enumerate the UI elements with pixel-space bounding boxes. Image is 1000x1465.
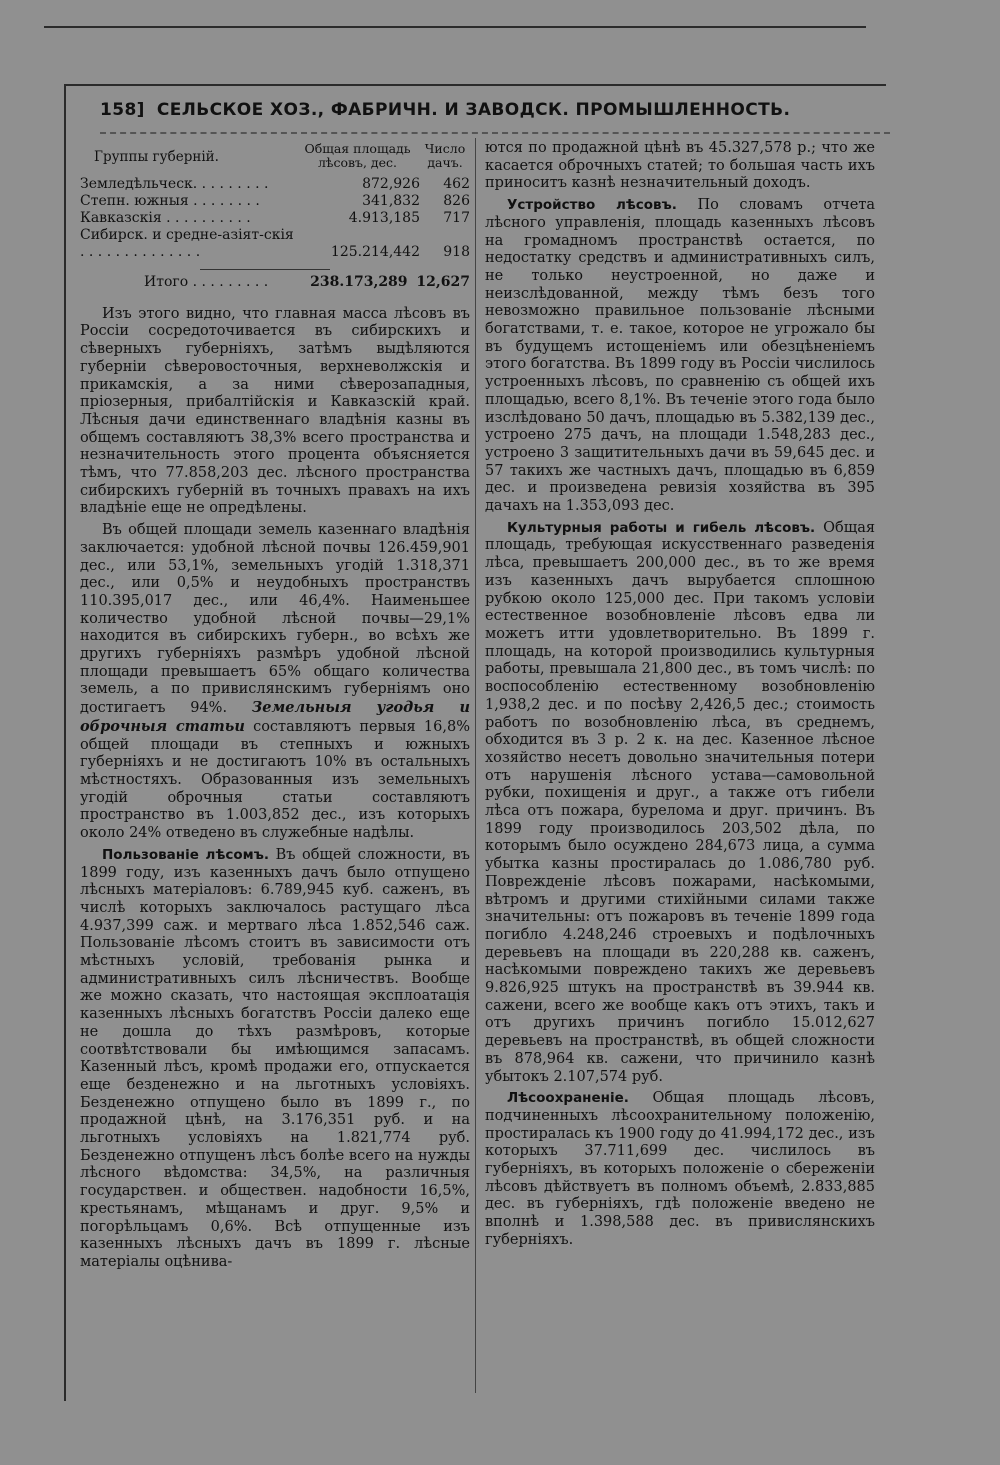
- total-count: 12,627: [416, 274, 470, 290]
- table-header-row: [80, 140, 470, 176]
- row-area: 125.214,442: [330, 244, 420, 260]
- row-count: 918: [443, 244, 470, 260]
- running-header: [100, 100, 890, 128]
- col-header-area: Общая площадь лѣсовъ, дес.: [304, 141, 411, 170]
- section-heading: Устройство лѣсовъ.: [507, 197, 677, 214]
- paragraph-forest-use: [80, 847, 470, 1272]
- page-title: СЕЛЬСКОЕ ХОЗ., ФАБРИЧН. И ЗАВОДСК. ПРОМЫШЛЕННОСТЬ.: [156, 100, 791, 120]
- row-group: Степн. южныя . . . . . . . .: [80, 193, 260, 209]
- paragraph-text: Общая площадь, требующая искусственнаго разведенія лѣса, превышаетъ 200,000 дес., въ то же время изъ казенныхъ дачъ вырубается сплошною рубкою около 125,000 дес. При такомъ условіи естественное возобновленіе лѣсовъ едва ли можетъ итти удовлетворительно. Въ 1899 г. площадь, на которой производились культурныя работы, превышала 21,800 дес., въ томъ числѣ: по воспособленію естественному возобновленію 1,938,2 дес. и по посѣву 2,426,5 дес.; стоимость работъ по возобновленію лѣса, въ среднемъ, обходится въ 3 р. 2 к. на дес. Казенное лѣсное хозяйство несетъ довольно значительныя потери отъ нарушенія лѣсного устава—самовольной рубки, похищенія и друг., а также отъ гибели лѣса отъ пожара, бурелома и друг. причинъ. Въ 1899 году производилось 203,502 дѣла, по которымъ было осуждено 284,673 лица, а сумма убытка казны простиралась до 1.086,780 руб. Поврежденіе лѣсовъ пожарами, насѣкомыми, вѣтромъ и другими стихійными силами также значительны: отъ пожаровъ въ теченіе 1899 года погибло 4.248,246 строевыхъ и подѣлочныхъ деревьевъ на площади въ 220,288 кв. саженъ, насѣкомыми повреждено такихъ же деревьевъ 9.826,925 штукъ на пространствѣ въ 39.944 кв. сажени, всего же вообще какъ отъ этихъ, такъ и отъ другихъ причинъ погибло 15.012,627 деревьевъ на пространствѣ, въ общей сложности въ 878,964 кв. сажени, что причинило казнѣ убытокъ 2.107,574 руб.: [485, 519, 875, 1085]
- forest-groups-table: [80, 140, 470, 261]
- row-count: 826: [443, 193, 470, 209]
- section-heading: Культурныя работы и гибель лѣсовъ.: [507, 519, 816, 536]
- section-heading: Пользованіе лѣсомъ.: [102, 846, 269, 863]
- row-group: Кавказскія . . . . . . . . . .: [80, 210, 251, 226]
- table-total-row: [80, 274, 470, 292]
- row-group: Земледѣльческ. . . . . . . . .: [80, 176, 269, 192]
- paragraph-continuation: ются по продажной цѣнѣ въ 45.327,578 р.; что же касается оброчныхъ статей; то большая часть ихъ приноситъ казнѣ незначительный доходъ.: [485, 140, 875, 192]
- row-group: Сибирск. и средне-азіят-скія . . . . . . . . . . . . . .: [80, 227, 294, 260]
- paragraph-text: По словамъ отчета лѣсного управленія, площадь казенныхъ лѣсовъ на громадномъ пространствѣ остается, по недостатку средствъ и административныхъ силъ, не только неустроенной, но даже и неизслѣдованной, между тѣмъ безъ того невозможно правильное пользованіе лѣсными богатствами, т. е. такое, которое не угрожало бы въ будущемъ истощеніемъ или обезцѣненіемъ этого богатства. Въ 1899 году въ Россіи числилось устроенныхъ лѣсовъ, по сравненію съ общей ихъ площадью, всего 8,1%. Въ теченіе этого года было изслѣдовано 50 дачъ, площадью въ 5.382,139 дес., устроено 275 дачъ, на площади 1.548,283 дес., устроено 3 защитительныхъ дачи въ 59,645 дес. и 57 такихъ же частныхъ дачъ, площадью въ 6,859 дес. и произведена ревизія хозяйства въ 395 дачахъ на 1.353,093 дес.: [485, 197, 875, 515]
- paragraph-land-composition: [80, 522, 470, 843]
- paragraph-text: Въ общей сложности, въ 1899 году, изъ казенныхъ дачъ было отпущено лѣсныхъ матеріаловъ: 6.789,945 куб. саженъ, въ числѣ которыхъ заключалось растущаго лѣса 4.937,399 саж. и мертваго лѣса 1.852,546 саж. Пользованіе лѣсомъ стоитъ въ зависимости отъ мѣстныхъ условій, требованія рынка и административныхъ силъ лѣсничествъ. Вообще же можно сказать, что настоящая эксплоатація казенныхъ лѣсныхъ богатствъ Россіи далеко еще не дошла до тѣхъ размѣровъ, которые соотвѣтствовали бы имѣющимся запасамъ. Казенный лѣсъ, кромѣ продажи его, отпускается еще безденежно и на льготныхъ условіяхъ. Безденежно отпущено было въ 1899 г., по продажной цѣнѣ, на 3.176,351 руб. и на льготныхъ условіяхъ на 1.821,774 руб. Безденежно отпущенъ лѣсъ болѣе всего на нужды лѣсного вѣдомства: 34,5%, на различныя государствен. и обществен. надобности 16,5%, крестьянамъ, мѣщанамъ и друг. 9,5% и погорѣльцамъ 0,6%. Всѣ отпущенные изъ казенныхъ лѣсныхъ дачъ въ 1899 г. лѣсные матеріалы оцѣнива-: [80, 846, 470, 1270]
- total-label: Итого . . . . . . . . .: [144, 274, 269, 290]
- paragraph-forest-distribution: Изъ этого видно, что главная масса лѣсовъ въ Россіи сосредоточивается въ сибирскихъ и сѣверныхъ губерніяхъ, затѣмъ выдѣляются губерніи сѣверовосточныя, верхневолжскія и прикамскія, а за ними сѣверозападныя, пріозерныя, прибалтійскія и Кавказскій край. Лѣсныя дачи единственнаго владѣнія казны въ общемъ составляютъ 38,3% всего пространства и незначительность этого процента объясняется тѣмъ, что 77.858,203 дес. лѣсного пространства сибирскихъ губерній въ точныхъ правахъ на ихъ владѣніе еще не опредѣлены.: [80, 305, 470, 517]
- top-rule: [44, 26, 866, 28]
- paragraph-forest-management: [485, 197, 875, 516]
- page-number: 158]: [100, 100, 145, 120]
- paragraph-forest-protection: [485, 1090, 875, 1249]
- paragraph-cultivation: [485, 520, 875, 1087]
- right-column: [485, 140, 875, 1250]
- col-header-groups: Группы губерній.: [94, 149, 219, 165]
- paragraph-text: составляютъ первыя 16,8% общей площади въ степныхъ и южныхъ губерніяхъ и не достигаютъ 10% въ остальныхъ мѣстностяхъ. Образованныя изъ земельныхъ угодій оброчныя статьи составляютъ пространство въ 1.003,852 дес., изъ которыхъ около 24% отведено въ служебные надѣлы.: [80, 718, 470, 842]
- header-rule: [100, 132, 890, 134]
- row-count: 717: [443, 210, 470, 226]
- col-header-count: Число дачъ.: [424, 141, 466, 170]
- total-area: 238.173,289: [310, 274, 408, 290]
- paragraph-text: Общая площадь лѣсовъ, подчиненныхъ лѣсоохранительному положенію, простиралась къ 1900 году до 41.994,172 дес., изъ которыхъ 37.711,699 дес. числилось въ губерніяхъ, въ которыхъ положеніе о сбереженіи лѣсовъ дѣйствуетъ въ полномъ объемѣ, 2.833,885 дес. въ губерніяхъ, гдѣ положеніе введено не вполнѣ и 1.398,588 дес. въ привислянскихъ губерніяхъ.: [485, 1090, 876, 1248]
- table-row: [80, 176, 470, 193]
- row-area: 4.913,185: [348, 210, 420, 226]
- row-area: 341,832: [362, 193, 420, 209]
- row-area: 872,926: [362, 176, 420, 192]
- table-row: [80, 210, 470, 227]
- left-column: [80, 140, 470, 1272]
- table-row: [80, 227, 470, 261]
- row-count: 462: [443, 176, 470, 192]
- paragraph-text: Въ общей площади земель казеннаго владѣнія заключается: удобной лѣсной почвы 126.459,901 дес., или 53,1%, земельныхъ угодій 1.318,371 дес., или 0,5% и неудобныхъ пространствъ 110.395,017 дес., или 46,4%. Наименьшее количество удобной лѣсной почвы—29,1% находится въ сибирскихъ губерн., во всѣхъ же другихъ губерніяхъ размѣръ удобной лѣсной площади превышаетъ 65% общаго количества земель, а по привислянскимъ губерніямъ оно достигаетъ 94%.: [80, 522, 470, 717]
- total-rule: [200, 269, 330, 270]
- emphasis-term: Земельныя угодья и оброчныя статьи: [80, 699, 471, 735]
- section-heading: Лѣсоохраненіе.: [507, 1090, 629, 1107]
- column-divider: [475, 138, 476, 1393]
- table-row: [80, 193, 470, 210]
